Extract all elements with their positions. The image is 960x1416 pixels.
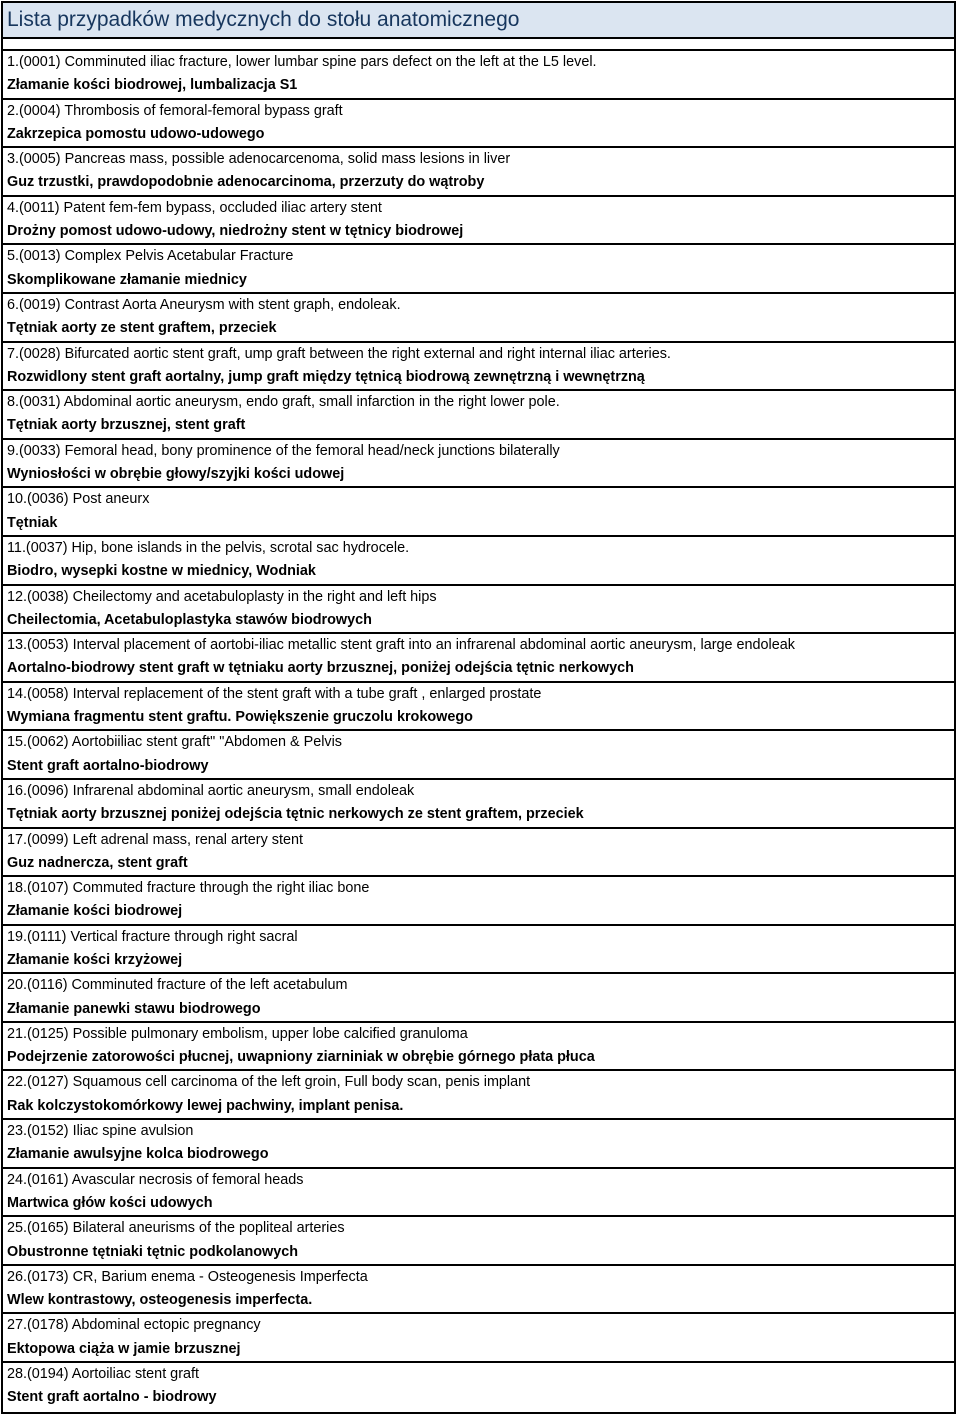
case-row <box>3 100 954 149</box>
case-description-en: 22.(0127) Squamous cell carcinoma of the left groin, Full body scan, penis implant <box>7 1074 531 1091</box>
case-description-en: 27.(0178) Abdominal ectopic pregnancy <box>7 1317 261 1334</box>
case-description-en: 2.(0004) Thrombosis of femoral-femoral bypass graft <box>7 102 343 119</box>
case-description-en: 10.(0036) Post aneurx <box>7 491 150 508</box>
case-row <box>3 877 954 926</box>
case-row <box>3 343 954 392</box>
case-description-pl: Ektopowa ciąża w jamie brzusznej <box>7 1340 241 1357</box>
case-description-en: 25.(0165) Bilateral aneurisms of the popliteal arteries <box>7 1220 345 1237</box>
case-description-en: 14.(0058) Interval replacement of the stent graft with a tube graft , enlarged prostate <box>7 685 542 702</box>
case-row <box>3 1363 954 1412</box>
case-description-pl: Złamanie kości biodrowej <box>7 903 183 920</box>
case-row <box>3 1071 954 1120</box>
case-description-pl: Aortalno-biodrowy stent graft w tętniaku aorty brzusznej, poniżej odejścia tętnic nerkowych <box>7 660 634 677</box>
case-description-en: 18.(0107) Commuted fracture through the right iliac bone <box>7 880 370 897</box>
case-description-pl: Obustronne tętniaki tętnic podkolanowych <box>7 1243 299 1260</box>
case-description-en: 11.(0037) Hip, bone islands in the pelvis, scrotal sac hydrocele. <box>7 539 410 556</box>
case-row <box>3 780 954 829</box>
case-row <box>3 537 954 586</box>
case-description-pl: Guz nadnercza, stent graft <box>7 854 188 871</box>
spacer-row <box>3 39 954 51</box>
case-description-en: 4.(0011) Patent fem-fem bypass, occluded iliac artery stent <box>7 199 382 216</box>
case-row <box>3 1217 954 1266</box>
case-row <box>3 148 954 197</box>
case-row <box>3 294 954 343</box>
case-description-pl: Stent graft aortalno-biodrowy <box>7 757 209 774</box>
case-description-pl: Guz trzustki, prawdopodobnie adenocarcinoma, przerzuty do wątroby <box>7 174 485 191</box>
case-description-en: 1.(0001) Comminuted iliac fracture, lower lumbar spine pars defect on the left at the L5 level. <box>7 54 597 70</box>
case-description-pl: Martwica głów kości udowych <box>7 1194 213 1211</box>
case-description-en: 12.(0038) Cheilectomy and acetabuloplasty in the right and left hips <box>7 588 437 605</box>
case-row <box>3 1120 954 1169</box>
case-row <box>3 1169 954 1218</box>
case-list <box>3 51 954 1412</box>
case-row <box>3 1266 954 1315</box>
case-description-pl: Podejrzenie zatorowości płucnej, uwapniony ziarniniak w obrębie górnego płata płuca <box>7 1049 595 1066</box>
case-description-pl: Wlew kontrastowy, osteogenesis imperfecta. <box>7 1292 313 1309</box>
case-description-pl: Złamanie kości biodrowej, lumbalizacja S1 <box>7 77 298 94</box>
case-description-pl: Złamanie panewki stawu biodrowego <box>7 1000 261 1017</box>
case-description-pl: Rak kolczystokomórkowy lewej pachwiny, implant penisa. <box>7 1097 404 1114</box>
case-description-pl: Złamanie kości krzyżowej <box>7 951 183 968</box>
case-description-en: 7.(0028) Bifurcated aortic stent graft, ump graft between the right external and right internal iliac arteries. <box>7 345 671 362</box>
case-row <box>3 634 954 683</box>
case-description-pl: Tętniak aorty ze stent graftem, przeciek <box>7 320 277 337</box>
case-description-en: 17.(0099) Left adrenal mass, renal artery stent <box>7 831 303 848</box>
case-row <box>3 926 954 975</box>
case-description-en: 20.(0116) Comminuted fracture of the left acetabulum <box>7 977 348 994</box>
case-row <box>3 586 954 635</box>
case-description-pl: Tętniak <box>7 514 58 531</box>
case-row <box>3 1023 954 1072</box>
case-description-pl: Biodro, wysepki kostne w miednicy, Wodniak <box>7 563 316 580</box>
case-row <box>3 245 954 294</box>
case-description-en: 28.(0194) Aortoiliac stent graft <box>7 1366 199 1383</box>
title-row <box>3 3 954 39</box>
case-description-en: 13.(0053) Interval placement of aortobi-iliac metallic stent graft into an infrarenal abdominal aortic aneurysm, large endoleak <box>7 637 795 654</box>
case-description-en: 5.(0013) Complex Pelvis Acetabular Fracture <box>7 248 294 265</box>
case-row <box>3 440 954 489</box>
case-description-en: 23.(0152) Iliac spine avulsion <box>7 1123 194 1140</box>
case-row <box>3 197 954 246</box>
case-description-pl: Złamanie awulsyjne kolca biodrowego <box>7 1146 269 1163</box>
case-description-pl: Tętniak aorty brzusznej, stent graft <box>7 417 246 434</box>
case-description-en: 24.(0161) Avascular necrosis of femoral heads <box>7 1171 304 1188</box>
case-description-en: 3.(0005) Pancreas mass, possible adenocarcenoma, solid mass lesions in liver <box>7 151 511 168</box>
case-description-en: 8.(0031) Abdominal aortic aneurysm, endo graft, small infarction in the right lower pole. <box>7 394 560 411</box>
case-description-pl: Tętniak aorty brzusznej poniżej odejścia tętnic nerkowych ze stent graftem, przeciek <box>7 806 584 823</box>
case-row <box>3 829 954 878</box>
page-title: Lista przypadków medycznych do stołu anatomicznego <box>7 8 520 31</box>
case-description-pl: Stent graft aortalno - biodrowy <box>7 1389 217 1406</box>
case-description-en: 15.(0062) Aortobiiliac stent graft" "Abdomen & Pelvis <box>7 734 342 751</box>
case-description-pl: Drożny pomost udowo-udowy, niedrożny stent w tętnicy biodrowej <box>7 223 464 240</box>
case-list-table <box>1 1 956 1414</box>
case-row <box>3 974 954 1023</box>
case-row <box>3 731 954 780</box>
case-description-pl: Wymiana fragmentu stent graftu. Powiększenie gruczolu krokowego <box>7 709 473 726</box>
case-description-pl: Cheilectomia, Acetabuloplastyka stawów biodrowych <box>7 611 372 628</box>
case-description-en: 26.(0173) CR, Barium enema - Osteogenesis Imperfecta <box>7 1268 368 1285</box>
case-row <box>3 1314 954 1363</box>
case-row <box>3 488 954 537</box>
case-description-en: 6.(0019) Contrast Aorta Aneurysm with stent graph, endoleak. <box>7 296 401 313</box>
case-description-pl: Wyniosłości w obrębie głowy/szyjki kości udowej <box>7 466 345 483</box>
case-row <box>3 683 954 732</box>
case-description-en: 19.(0111) Vertical fracture through right sacral <box>7 928 298 945</box>
case-description-pl: Zakrzepica pomostu udowo-udowego <box>7 125 265 142</box>
case-description-en: 9.(0033) Femoral head, bony prominence of the femoral head/neck junctions bilaterally <box>7 442 560 459</box>
case-description-pl: Skomplikowane złamanie miednicy <box>7 271 247 288</box>
case-row <box>3 391 954 440</box>
case-description-pl: Rozwidlony stent graft aortalny, jump graft między tętnicą biodrową zewnętrzną i wewnętrzną <box>7 368 645 385</box>
case-description-en: 21.(0125) Possible pulmonary embolism, upper lobe calcified granuloma <box>7 1025 468 1042</box>
case-description-en: 16.(0096) Infrarenal abdominal aortic aneurysm, small endoleak <box>7 782 415 799</box>
case-row <box>3 51 954 100</box>
